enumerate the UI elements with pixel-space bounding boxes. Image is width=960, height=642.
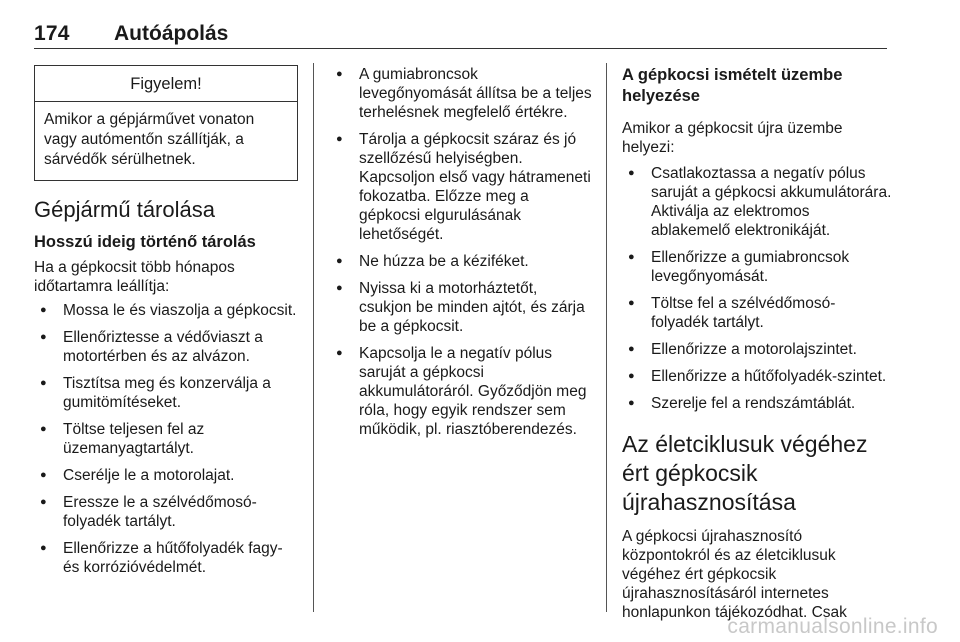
list-item: ● Tárolja a gépkocsit száraz és jó szellőzésű helyiségben. Kapcsoljon első vagy hátrameneti fokozatba. Előzze meg a gépkocsi elgurulásának lehetőségét.	[330, 130, 592, 244]
page-number: 174	[34, 22, 70, 45]
list-item: ● Ellenőriztesse a védőviaszt a motortérben és az alvázon.	[34, 328, 298, 366]
storage-list	[34, 301, 298, 577]
recommissioning-intro: Amikor a gépkocsit újra üzembe helyezi:	[622, 120, 843, 156]
list-item: ● A gumiabroncsok levegőnyomását állítsa be a teljes terhelésnek megfelelő értékre.	[330, 65, 592, 122]
list-item: ● Töltse teljesen fel az üzemanyagtartályt.	[34, 420, 298, 458]
list-item: ● Szerelje fel a rendszámtáblát.	[622, 394, 892, 413]
list-item: ● Cserélje le a motorolajat.	[34, 466, 298, 485]
list-item: ● Eressze le a szélvédőmosó-folyadék tartályt.	[34, 493, 298, 531]
page-header	[34, 22, 887, 49]
storage-list-continued	[330, 65, 592, 439]
list-item: ● Csatlakoztassa a negatív pólus saruját a gépkocsi akkumulátorára. Aktiválja az elektromos ablakemelő elektronikáját.	[622, 164, 892, 240]
running-title: Autóápolás	[114, 22, 229, 45]
section-heading-recycling: Az életciklusuk végéhez ért gépkocsik újrahasznosítása	[622, 431, 868, 515]
column-middle	[330, 65, 592, 447]
recycling-text: A gépkocsi újrahasznosító központokról és az életciklusuk végéhez ért gépkocsik újrahasznosításáról internetes honlapunkon tájékozódhat. Csak	[622, 528, 847, 621]
list-item: ● Ne húzza be a kéziféket.	[330, 252, 592, 271]
column-right	[622, 65, 892, 622]
subheading-recommissioning: A gépkocsi ismételt üzembe helyezése	[622, 66, 843, 105]
list-item: ● Ellenőrizze a motorolajszintet.	[622, 340, 892, 359]
list-item: ● Nyissa ki a motorháztetőt, csukjon be minden ajtót, és zárja be a gépkocsit.	[330, 279, 592, 336]
watermark: carmanualsonline.info	[727, 615, 938, 638]
warning-title: Figyelem!	[35, 66, 297, 102]
storage-intro: Ha a gépkocsit több hónapos időtartamra leállítja:	[34, 259, 235, 295]
column-left	[34, 65, 298, 585]
list-item: ● Mossa le és viaszolja a gépkocsit.	[34, 301, 298, 320]
column-divider	[313, 63, 314, 612]
list-item: ● Tisztítsa meg és konzerválja a gumitömítéseket.	[34, 374, 298, 412]
section-heading-storage: Gépjármű tárolása	[34, 197, 215, 222]
list-item: ● Kapcsolja le a negatív pólus saruját a gépkocsi akkumulátoráról. Győződjön meg róla, hogy egyik rendszer sem működik, pl. riasztóberendezés.	[330, 344, 592, 439]
warning-box	[34, 65, 298, 181]
list-item: ● Ellenőrizze a hűtőfolyadék-szintet.	[622, 367, 892, 386]
recommissioning-list	[622, 164, 892, 413]
list-item: ● Ellenőrizze a gumiabroncsok levegőnyomását.	[622, 248, 892, 286]
column-divider	[606, 63, 607, 612]
list-item: ● Ellenőrizze a hűtőfolyadék fagy- és korrózióvédelmét.	[34, 539, 298, 577]
subheading-long-term-storage: Hosszú ideig történő tárolás	[34, 233, 256, 251]
list-item: ● Töltse fel a szélvédőmosó-folyadék tartályt.	[622, 294, 892, 332]
warning-text: Amikor a gépjárművet vonaton vagy autómentőn szállítják, a sárvédők sérülhetnek.	[44, 111, 255, 168]
